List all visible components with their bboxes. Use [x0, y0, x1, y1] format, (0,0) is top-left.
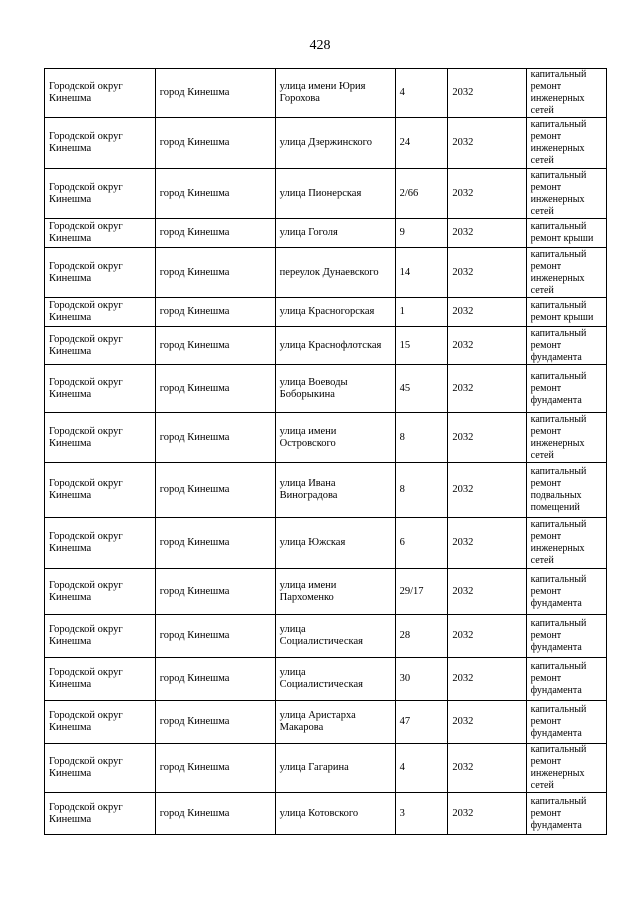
year-cell: 2032 [448, 118, 526, 169]
table-row [45, 118, 607, 169]
street-cell: улица Воеводы Боборыкина [275, 365, 395, 413]
district-cell: Городской округ Кинешма [45, 744, 156, 793]
district-cell: Городской округ Кинешма [45, 327, 156, 365]
street-cell: переулок Дунаевского [275, 248, 395, 298]
table-row [45, 69, 607, 118]
city-cell: город Кинешма [155, 169, 275, 219]
year-cell: 2032 [448, 365, 526, 413]
street-cell: улица Пионерская [275, 169, 395, 219]
house-number-cell: 4 [395, 69, 448, 118]
house-number-cell: 9 [395, 219, 448, 248]
year-cell: 2032 [448, 615, 526, 658]
city-cell: город Кинешма [155, 615, 275, 658]
table-row [45, 658, 607, 701]
year-cell: 2032 [448, 518, 526, 569]
table-row [45, 463, 607, 518]
page-number: 428 [309, 38, 331, 53]
house-number-cell: 2/66 [395, 169, 448, 219]
work-type-cell: капитальный ремонт инженерных сетей [526, 413, 606, 463]
year-cell: 2032 [448, 744, 526, 793]
work-type-cell: капитальный ремонт фундамента [526, 701, 606, 744]
table-row [45, 413, 607, 463]
work-type-cell: капитальный ремонт крыши [526, 298, 606, 327]
district-cell: Городской округ Кинешма [45, 248, 156, 298]
house-number-cell: 8 [395, 413, 448, 463]
district-cell: Городской округ Кинешма [45, 298, 156, 327]
street-cell: улица Социалистическая [275, 615, 395, 658]
district-cell: Городской округ Кинешма [45, 413, 156, 463]
city-cell: город Кинешма [155, 69, 275, 118]
year-cell: 2032 [448, 169, 526, 219]
street-cell: улица Гоголя [275, 219, 395, 248]
work-type-cell: капитальный ремонт фундамента [526, 793, 606, 835]
table-row [45, 744, 607, 793]
street-cell: улица Социалистическая [275, 658, 395, 701]
house-number-cell: 8 [395, 463, 448, 518]
city-cell: город Кинешма [155, 248, 275, 298]
table-row [45, 298, 607, 327]
work-type-cell: капитальный ремонт крыши [526, 219, 606, 248]
city-cell: город Кинешма [155, 219, 275, 248]
house-number-cell: 24 [395, 118, 448, 169]
table-row [45, 793, 607, 835]
table-row [45, 327, 607, 365]
work-type-cell: капитальный ремонт инженерных сетей [526, 248, 606, 298]
street-cell: улица Аристарха Макарова [275, 701, 395, 744]
work-type-cell: капитальный ремонт фундамента [526, 615, 606, 658]
city-cell: город Кинешма [155, 744, 275, 793]
year-cell: 2032 [448, 69, 526, 118]
district-cell: Городской округ Кинешма [45, 615, 156, 658]
year-cell: 2032 [448, 219, 526, 248]
city-cell: город Кинешма [155, 701, 275, 744]
table-row [45, 518, 607, 569]
year-cell: 2032 [448, 298, 526, 327]
work-type-cell: капитальный ремонт инженерных сетей [526, 169, 606, 219]
district-cell: Городской округ Кинешма [45, 658, 156, 701]
district-cell: Городской округ Кинешма [45, 463, 156, 518]
district-cell: Городской округ Кинешма [45, 793, 156, 835]
year-cell: 2032 [448, 658, 526, 701]
city-cell: город Кинешма [155, 463, 275, 518]
table-row [45, 615, 607, 658]
street-cell: улица Котовского [275, 793, 395, 835]
work-type-cell: капитальный ремонт инженерных сетей [526, 518, 606, 569]
house-number-cell: 3 [395, 793, 448, 835]
year-cell: 2032 [448, 701, 526, 744]
city-cell: город Кинешма [155, 658, 275, 701]
work-type-cell: капитальный ремонт фундамента [526, 658, 606, 701]
district-cell: Городской округ Кинешма [45, 219, 156, 248]
street-cell: улица Дзержинского [275, 118, 395, 169]
house-number-cell: 6 [395, 518, 448, 569]
city-cell: город Кинешма [155, 413, 275, 463]
table-row [45, 365, 607, 413]
street-cell: улица Ивана Виноградова [275, 463, 395, 518]
table-body [45, 69, 607, 835]
city-cell: город Кинешма [155, 518, 275, 569]
year-cell: 2032 [448, 413, 526, 463]
house-number-cell: 1 [395, 298, 448, 327]
street-cell: улица имени Пархоменко [275, 569, 395, 615]
district-cell: Городской округ Кинешма [45, 701, 156, 744]
work-type-cell: капитальный ремонт инженерных сетей [526, 744, 606, 793]
work-type-cell: капитальный ремонт инженерных сетей [526, 118, 606, 169]
district-cell: Городской округ Кинешма [45, 69, 156, 118]
street-cell: улица имени Юрия Горохова [275, 69, 395, 118]
street-cell: улица Южская [275, 518, 395, 569]
year-cell: 2032 [448, 463, 526, 518]
house-number-cell: 4 [395, 744, 448, 793]
table-row [45, 169, 607, 219]
work-type-cell: капитальный ремонт фундамента [526, 569, 606, 615]
city-cell: город Кинешма [155, 569, 275, 615]
street-cell: улица имени Островского [275, 413, 395, 463]
table-row [45, 248, 607, 298]
district-cell: Городской округ Кинешма [45, 518, 156, 569]
table-row [45, 569, 607, 615]
table-row [45, 219, 607, 248]
city-cell: город Кинешма [155, 118, 275, 169]
work-type-cell: капитальный ремонт фундамента [526, 365, 606, 413]
street-cell: улица Краснофлотская [275, 327, 395, 365]
district-cell: Городской округ Кинешма [45, 169, 156, 219]
work-type-cell: капитальный ремонт инженерных сетей [526, 69, 606, 118]
city-cell: город Кинешма [155, 365, 275, 413]
house-number-cell: 45 [395, 365, 448, 413]
district-cell: Городской округ Кинешма [45, 118, 156, 169]
house-number-cell: 15 [395, 327, 448, 365]
district-cell: Городской округ Кинешма [45, 365, 156, 413]
house-number-cell: 14 [395, 248, 448, 298]
street-cell: улица Красногорская [275, 298, 395, 327]
year-cell: 2032 [448, 327, 526, 365]
housing-repair-table [44, 68, 607, 835]
work-type-cell: капитальный ремонт фундамента [526, 327, 606, 365]
house-number-cell: 30 [395, 658, 448, 701]
work-type-cell: капитальный ремонт подвальных помещений [526, 463, 606, 518]
house-number-cell: 29/17 [395, 569, 448, 615]
city-cell: город Кинешма [155, 298, 275, 327]
city-cell: город Кинешма [155, 793, 275, 835]
street-cell: улица Гагарина [275, 744, 395, 793]
year-cell: 2032 [448, 569, 526, 615]
year-cell: 2032 [448, 793, 526, 835]
district-cell: Городской округ Кинешма [45, 569, 156, 615]
house-number-cell: 28 [395, 615, 448, 658]
city-cell: город Кинешма [155, 327, 275, 365]
year-cell: 2032 [448, 248, 526, 298]
house-number-cell: 47 [395, 701, 448, 744]
table-row [45, 701, 607, 744]
